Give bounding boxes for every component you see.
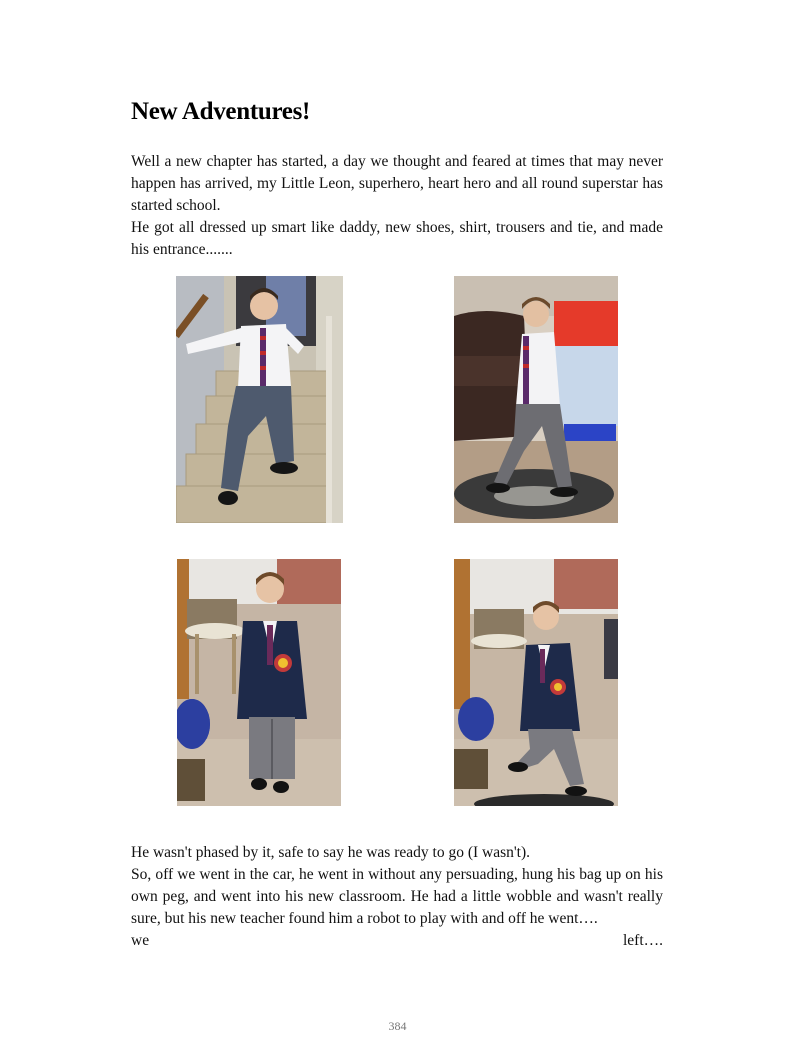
photo-boy-on-stairs: [176, 276, 343, 523]
last-line-right: left….: [622, 932, 663, 949]
photo-boy-in-blazer-stepping: [454, 559, 618, 806]
intro-text: [131, 151, 663, 261]
page-number: 384: [388, 1019, 407, 1033]
outro-last-line: [131, 930, 663, 952]
photo-boy-by-sofa: [454, 276, 618, 523]
outro-text: [131, 842, 663, 952]
outro-paragraph: So, off we went in the car, he went in without any persuading, hung his bag up on his own peg, and went into his new classroom. He had a little wobble and wasn't really sure, but his new teacher found him a robot to play with and off he went….: [131, 866, 663, 927]
intro-paragraph: Well a new chapter has started, a day we thought and feared at times that may never happen has arrived, my Little Leon, superhero, heart hero and all round superstar has started school.: [131, 153, 663, 214]
outro-paragraph: He wasn't phased by it, safe to say he was ready to go (I wasn't).: [131, 844, 531, 861]
photo-boy-in-blazer-front: [177, 559, 341, 806]
page-title: New Adventures!: [131, 98, 311, 125]
intro-paragraph: He got all dressed up smart like daddy, new shoes, shirt, trousers and tie, and made his entrance.......: [131, 219, 663, 258]
last-line-left: we: [131, 932, 150, 949]
